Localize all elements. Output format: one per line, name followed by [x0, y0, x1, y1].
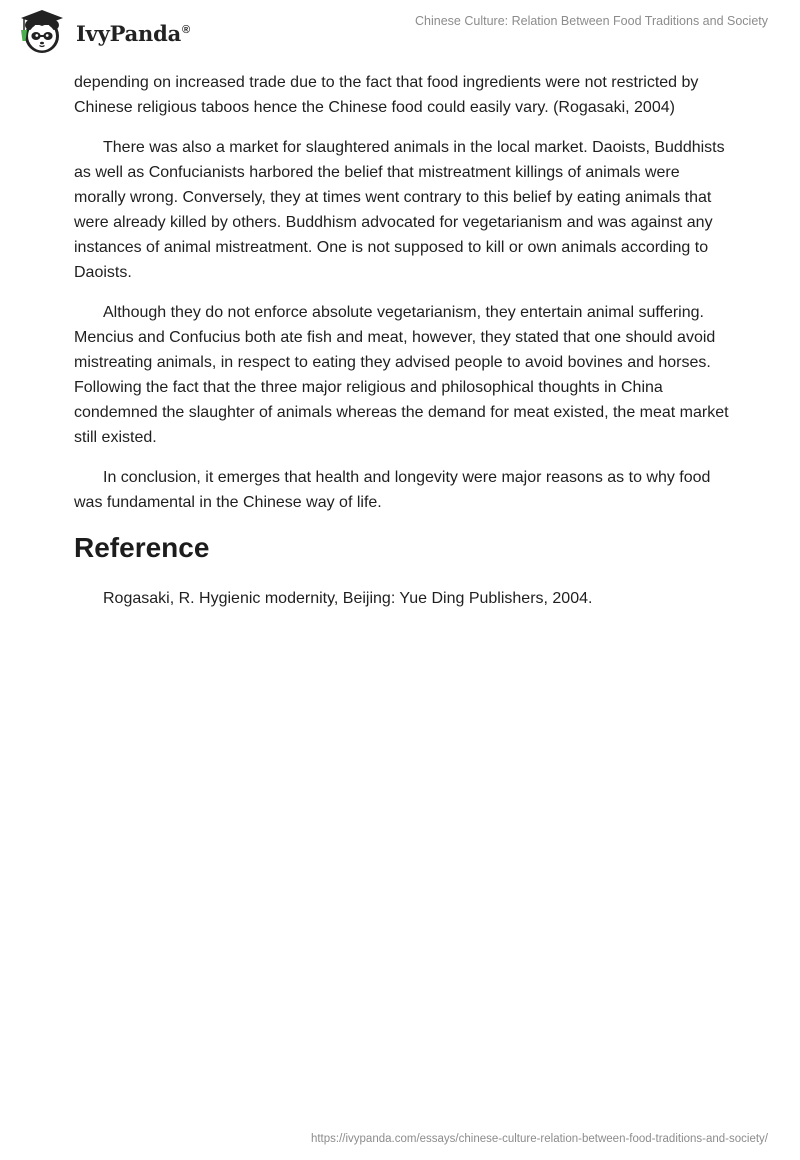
paragraph-slaughter-market: There was also a market for slaughtered animals in the local market. Daoists, Buddhists as well as Confucianists harbored the belief that mistreatment killings of animals were morally wrong. Conversely, they at times went contrary to this belief by eating animals that were already killed by others. Buddhism advocated for vegetarianism and was against any instances of animal mistreatment. One is not supposed to kill or own animals according to Daoists.	[74, 139, 725, 281]
paragraph-conclusion: In conclusion, it emerges that health and longevity were major reasons as to why food was fundamental in the Chinese way of life.	[74, 469, 711, 511]
paragraph-vegetarianism: Although they do not enforce absolute vegetarianism, they entertain animal suffering. Mencius and Confucius both ate fish and meat, however, they stated that one should avoid mistreating animals, in respect to eating they advised people to avoid bovines and horses. Following the fact that the three major religious and philosophical thoughts in China condemned the slaughter of animals whereas the demand for meat existed, the meat market still existed.	[74, 304, 729, 446]
brand-name-text: IvyPanda	[76, 20, 182, 46]
ivypanda-logo[interactable]	[14, 8, 190, 54]
page-header	[0, 0, 800, 62]
footer-url[interactable]: https://ivypanda.com/essays/chinese-culture-relation-between-food-traditions-and-society/	[310, 1133, 768, 1145]
panda-graduation-cap-logo-icon	[14, 8, 72, 54]
paragraph-continuation: depending on increased trade due to the fact that food ingredients were not restricted by Chinese religious taboos hence the Chinese food could easily vary. (Rogasaki, 2004)	[74, 74, 699, 116]
reference-item: Rogasaki, R. Hygienic modernity, Beijing: Yue Ding Publishers, 2004.	[103, 590, 593, 607]
reference-heading: Reference	[74, 532, 210, 563]
article-body	[74, 70, 734, 611]
brand-name	[76, 21, 190, 46]
document-title: Chinese Culture: Relation Between Food Traditions and Society	[415, 14, 768, 28]
registered-mark: ®	[182, 23, 190, 36]
